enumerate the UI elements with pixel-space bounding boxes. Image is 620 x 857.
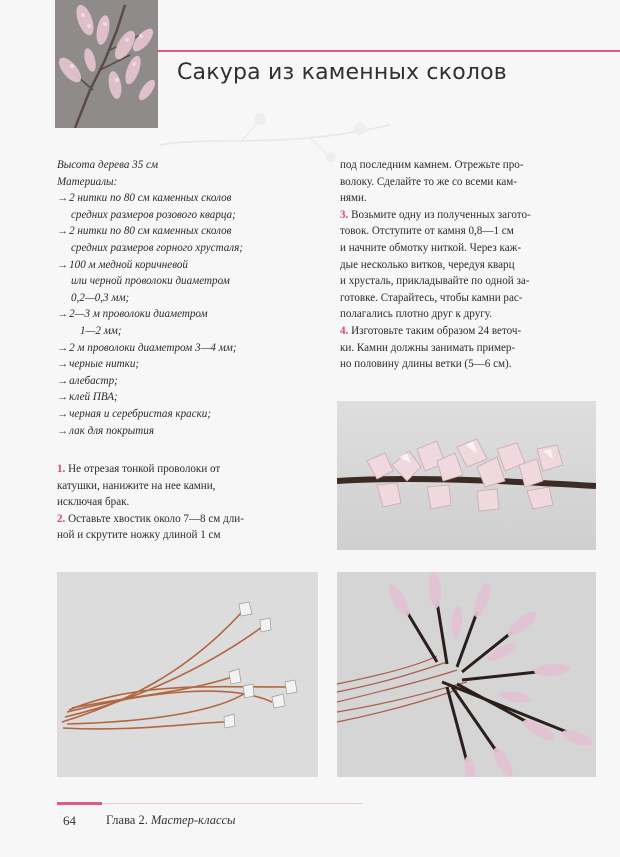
arrow-bullet-icon: → (57, 258, 69, 271)
running-footer (106, 813, 236, 828)
sakura-branch-image (55, 0, 158, 128)
materials-line (57, 190, 319, 207)
materials-line (57, 240, 319, 257)
step-2-continuation (340, 157, 598, 207)
chapter-label: Глава 2. (106, 813, 148, 827)
background-branch-watermark (160, 105, 390, 165)
arrow-bullet-icon: → (57, 374, 69, 387)
step-line (57, 527, 319, 544)
step-line: под последним камнем. Отрежьте про- (340, 159, 524, 171)
materials-text: средних размеров горного хрусталя; (71, 241, 243, 254)
materials-text: 0,2—0,3 мм; (71, 291, 130, 304)
step-line (340, 356, 598, 373)
materials-text: черные нитки; (69, 358, 140, 371)
step-text: Не отрезая тонкой проволоки от (68, 463, 221, 476)
materials-text: 2 м проволоки диаметром 3—4 мм; (69, 341, 237, 354)
step-line (340, 257, 598, 274)
arrow-bullet-icon: → (57, 308, 69, 321)
materials-text: 1—2 мм; (80, 324, 122, 337)
step-line (340, 207, 598, 224)
step-line (57, 494, 319, 511)
materials-line (57, 157, 319, 174)
materials-text: Высота дерева 35 см (57, 159, 159, 171)
photo-wire-blanks (57, 572, 318, 777)
materials-list (57, 157, 319, 439)
step-number: 1. (57, 463, 66, 476)
step-line (340, 340, 598, 357)
step-line (340, 273, 598, 290)
step-text: товок. Отступите от камня 0,8—1 см (340, 225, 514, 238)
left-column (57, 157, 319, 544)
step-line (57, 511, 319, 528)
step-line: нями. (340, 192, 367, 205)
step-text: Изготовьте таким образом 24 веточ- (351, 324, 522, 337)
arrow-bullet-icon: → (57, 192, 69, 205)
arrow-bullet-icon: → (57, 407, 69, 420)
header-photo (55, 0, 158, 128)
footer-rule (102, 803, 362, 804)
header-accent-line (158, 50, 620, 52)
photo-assembled-branches (337, 572, 596, 777)
materials-line (57, 323, 319, 340)
materials-text: 2—3 м проволоки диаметром (69, 308, 208, 321)
step-text: и начните обмотку ниткой. Через каж- (340, 241, 522, 254)
step-number: 4. (340, 324, 349, 337)
step-line (57, 461, 319, 478)
step-line (340, 323, 598, 340)
materials-text: или черной проволоки диаметром (71, 275, 230, 288)
materials-text: черная и серебристая краски; (69, 407, 212, 420)
materials-text: клей ПВА; (69, 391, 118, 404)
step-text: Оставьте хвостик около 7—8 см дли- (68, 512, 244, 525)
arrow-bullet-icon: → (57, 341, 69, 354)
materials-text: алебастр; (69, 374, 118, 387)
materials-line (57, 389, 319, 406)
step-line (340, 240, 598, 257)
materials-text: лак для покрытия (69, 424, 155, 437)
footer-accent-line (57, 802, 102, 805)
arrow-bullet-icon: → (57, 358, 69, 371)
materials-line (57, 423, 319, 440)
photo-branch-stones (337, 401, 596, 550)
materials-line (57, 223, 319, 240)
step-line (340, 290, 598, 307)
steps-left (57, 461, 319, 544)
step-text: катушки, нанижите на нее камни, (57, 479, 216, 492)
step-line (57, 478, 319, 495)
step-text: ной и скрутите ножку длиной 1 см (57, 529, 221, 542)
step-text: но половину длины ветки (5—6 см). (340, 358, 512, 371)
step-text: дые несколько витков, чередуя кварц (340, 258, 515, 271)
materials-text: Материалы: (57, 175, 118, 188)
step-text: и хрусталь, прикладывайте по одной за- (340, 275, 530, 288)
step-number: 3. (340, 208, 349, 221)
arrow-bullet-icon: → (57, 391, 69, 404)
page-number: 64 (63, 813, 76, 828)
steps-right (340, 207, 598, 373)
step-line (340, 306, 598, 323)
materials-text: 2 нитки по 80 см каменных сколов (69, 225, 232, 238)
materials-line (57, 406, 319, 423)
materials-line (57, 273, 319, 290)
step-text: Возьмите одну из полученных загото- (351, 208, 531, 221)
arrow-bullet-icon: → (57, 225, 69, 238)
materials-line (57, 174, 319, 191)
materials-line (57, 373, 319, 390)
arrow-bullet-icon: → (57, 424, 69, 437)
materials-line (57, 306, 319, 323)
right-column (340, 157, 598, 373)
materials-line (57, 356, 319, 373)
step-line: волоку. Сделайте то же со всеми кам- (340, 175, 518, 188)
materials-text: средних размеров розового кварца; (71, 208, 236, 221)
step-text: полагались плотно друг к другу. (340, 308, 493, 321)
chapter-title: Мастер-классы (150, 813, 236, 827)
materials-line (57, 207, 319, 224)
step-text: готовке. Старайтесь, чтобы камни рас- (340, 291, 523, 304)
materials-text: 100 м медной коричневой (69, 258, 188, 271)
step-text: исключая брак. (57, 496, 130, 509)
materials-line (57, 257, 319, 274)
step-text: ки. Камни должны занимать пример- (340, 341, 516, 354)
materials-line (57, 290, 319, 307)
step-line (340, 223, 598, 240)
step-number: 2. (57, 512, 66, 525)
page-title: Сакура из каменных сколов (177, 60, 507, 85)
materials-line (57, 340, 319, 357)
materials-text: 2 нитки по 80 см каменных сколов (69, 192, 232, 205)
